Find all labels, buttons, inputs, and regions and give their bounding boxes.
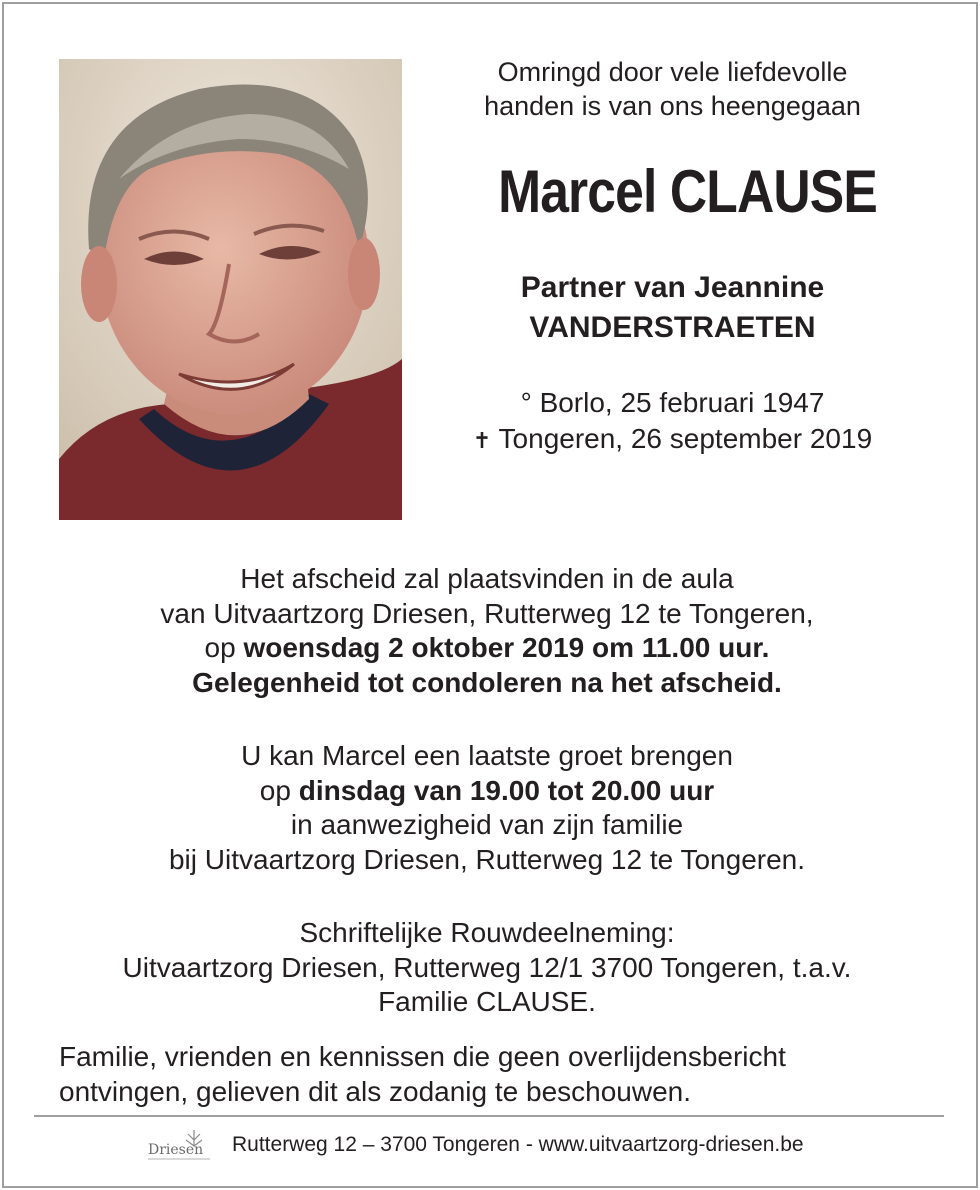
cross-icon: ✝	[472, 428, 492, 453]
partner-line: VANDERSTRAETEN	[529, 311, 816, 344]
farewell-line: U kan Marcel een laatste groet brengen	[241, 740, 733, 771]
farewell-datetime	[30, 774, 944, 809]
birth-date	[430, 385, 915, 421]
portrait-photo	[59, 59, 402, 520]
death-text: Tongeren, 26 september 2019	[498, 423, 873, 454]
condolence-line: Schriftelijke Rouwdeelneming:	[299, 917, 675, 948]
partner-text	[430, 268, 915, 348]
condolence-note: Gelegenheid tot condoleren na het afscheid.	[192, 666, 782, 698]
farewell-line: in aanwezigheid van zijn familie	[290, 809, 684, 840]
life-dates	[430, 385, 915, 459]
footer-divider	[34, 1115, 944, 1117]
driesen-logo	[144, 1126, 214, 1166]
footer-address: Rutterweg 12 – 3700 Tongeren - www.uitvaartzorg-driesen.be	[232, 1133, 804, 1156]
partner-line: Partner van Jeannine	[520, 271, 825, 304]
ceremony-datetime	[30, 631, 944, 666]
birth-symbol: °	[520, 387, 532, 418]
intro-line: Omringd door vele liefdevolle	[497, 57, 848, 87]
logo-text: Driesen	[148, 1142, 204, 1158]
farewell-date-bold: dinsdag van 19.00 tot 20.00 uur	[298, 774, 715, 806]
notice-line: Familie, vrienden en kennissen die geen overlijdensbericht	[59, 1041, 786, 1072]
ceremony-date-bold: woensdag 2 oktober 2019 om 11.00 uur.	[243, 632, 770, 663]
ceremony-prefix: op	[204, 632, 244, 663]
written-condolence	[30, 916, 944, 1020]
condolence-line: Familie CLAUSE.	[378, 986, 596, 1017]
intro-text	[430, 55, 915, 123]
deceased-name: Marcel CLAUSE	[498, 158, 877, 225]
farewell-line: bij Uitvaartzorg Driesen, Rutterweg 12 te Tongeren.	[168, 843, 806, 875]
notice-text	[59, 1040, 939, 1109]
farewell-prefix: op	[259, 774, 299, 806]
death-date	[430, 421, 915, 459]
ceremony-info	[30, 562, 944, 700]
ceremony-line: van Uitvaartzorg Driesen, Rutterweg 12 te Tongeren,	[160, 597, 814, 629]
notice-line: ontvingen, gelieven dit als zodanig te beschouwen.	[59, 1075, 691, 1107]
ceremony-line: Het afscheid zal plaatsvinden in de aula	[240, 563, 734, 594]
farewell-info	[30, 739, 944, 877]
birth-text: Borlo, 25 februari 1947	[539, 387, 825, 418]
intro-line: handen is van ons heengegaan	[484, 91, 861, 121]
condolence-line: Uitvaartzorg Driesen, Rutterweg 12/1 3700 Tongeren, t.a.v.	[122, 951, 852, 983]
